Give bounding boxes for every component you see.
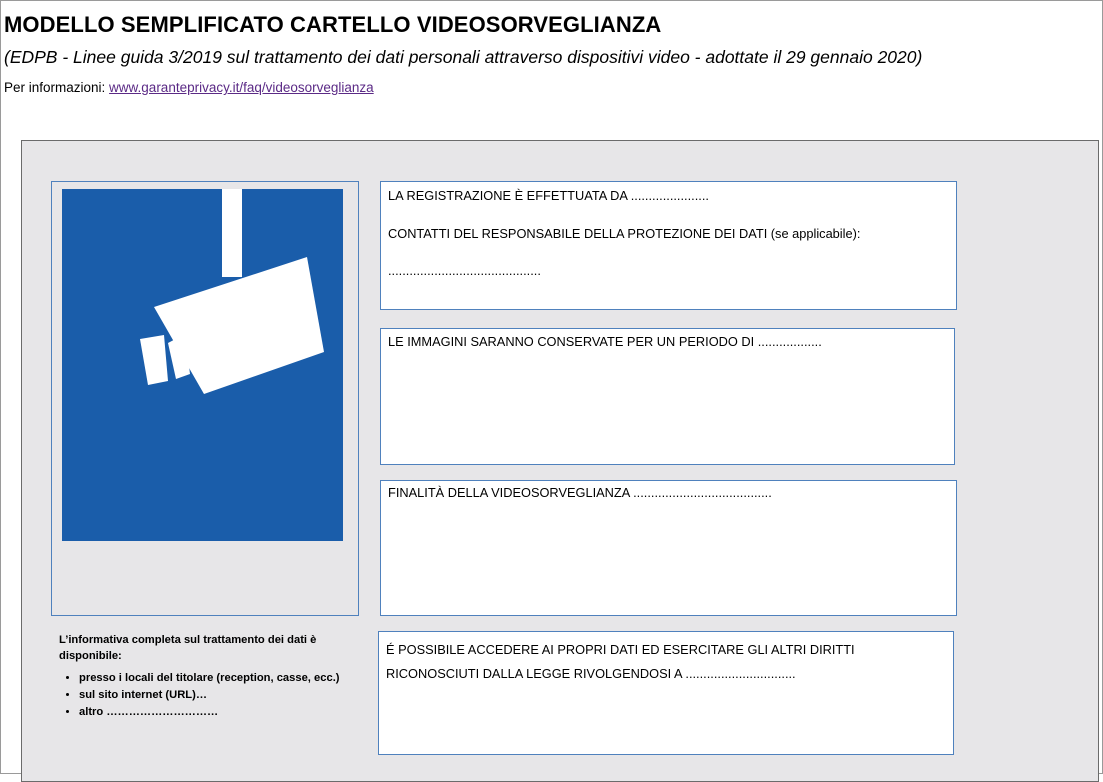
retention-text: LE IMMAGINI SARANNO CONSERVATE PER UN PERIODO DI ..................: [388, 334, 822, 349]
privacy-notice-availability: [59, 632, 359, 721]
purpose-text: FINALITÀ DELLA VIDEOSORVEGLIANZA .......................................: [388, 485, 772, 500]
info-line: [4, 80, 374, 95]
registration-field: [380, 181, 957, 310]
rights-field: [378, 631, 954, 755]
purpose-field: [380, 480, 957, 616]
list-item: • sul sito internet (URL)…: [79, 687, 359, 704]
rights-text-line1: É POSSIBILE ACCEDERE AI PROPRI DATI ED ESERCITARE GLI ALTRI DIRITTI: [386, 642, 855, 657]
cctv-camera-icon: [62, 189, 343, 541]
page-title: MODELLO SEMPLIFICATO CARTELLO VIDEOSORVEGLIANZA: [4, 12, 662, 37]
retention-field: [380, 328, 955, 465]
page-subtitle: (EDPB - Linee guida 3/2019 sul trattamento dei dati personali attraverso dispositivi video - adottate il 29 gennaio 2020): [4, 47, 923, 67]
dpo-contacts-text: CONTATTI DEL RESPONSABILE DELLA PROTEZIONE DEI DATI (se applicabile):: [388, 226, 861, 241]
list-item: • presso i locali del titolare (reception, casse, ecc.): [79, 670, 359, 687]
dpo-contacts-placeholder: ...........................................: [388, 263, 541, 278]
rights-text-line2: RICONOSCIUTI DALLA LEGGE RIVOLGENDOSI A ...............................: [386, 666, 796, 681]
notice-intro: L’informativa completa sul trattamento dei dati è disponibile:: [59, 634, 317, 662]
info-label: Per informazioni:: [4, 80, 110, 95]
registration-text: LA REGISTRAZIONE È EFFETTUATA DA ......................: [388, 188, 709, 203]
info-link[interactable]: www.garanteprivacy.it/faq/videosorveglianza: [109, 80, 374, 95]
notice-list: [59, 670, 359, 721]
list-item: • altro …………………………: [79, 704, 359, 721]
